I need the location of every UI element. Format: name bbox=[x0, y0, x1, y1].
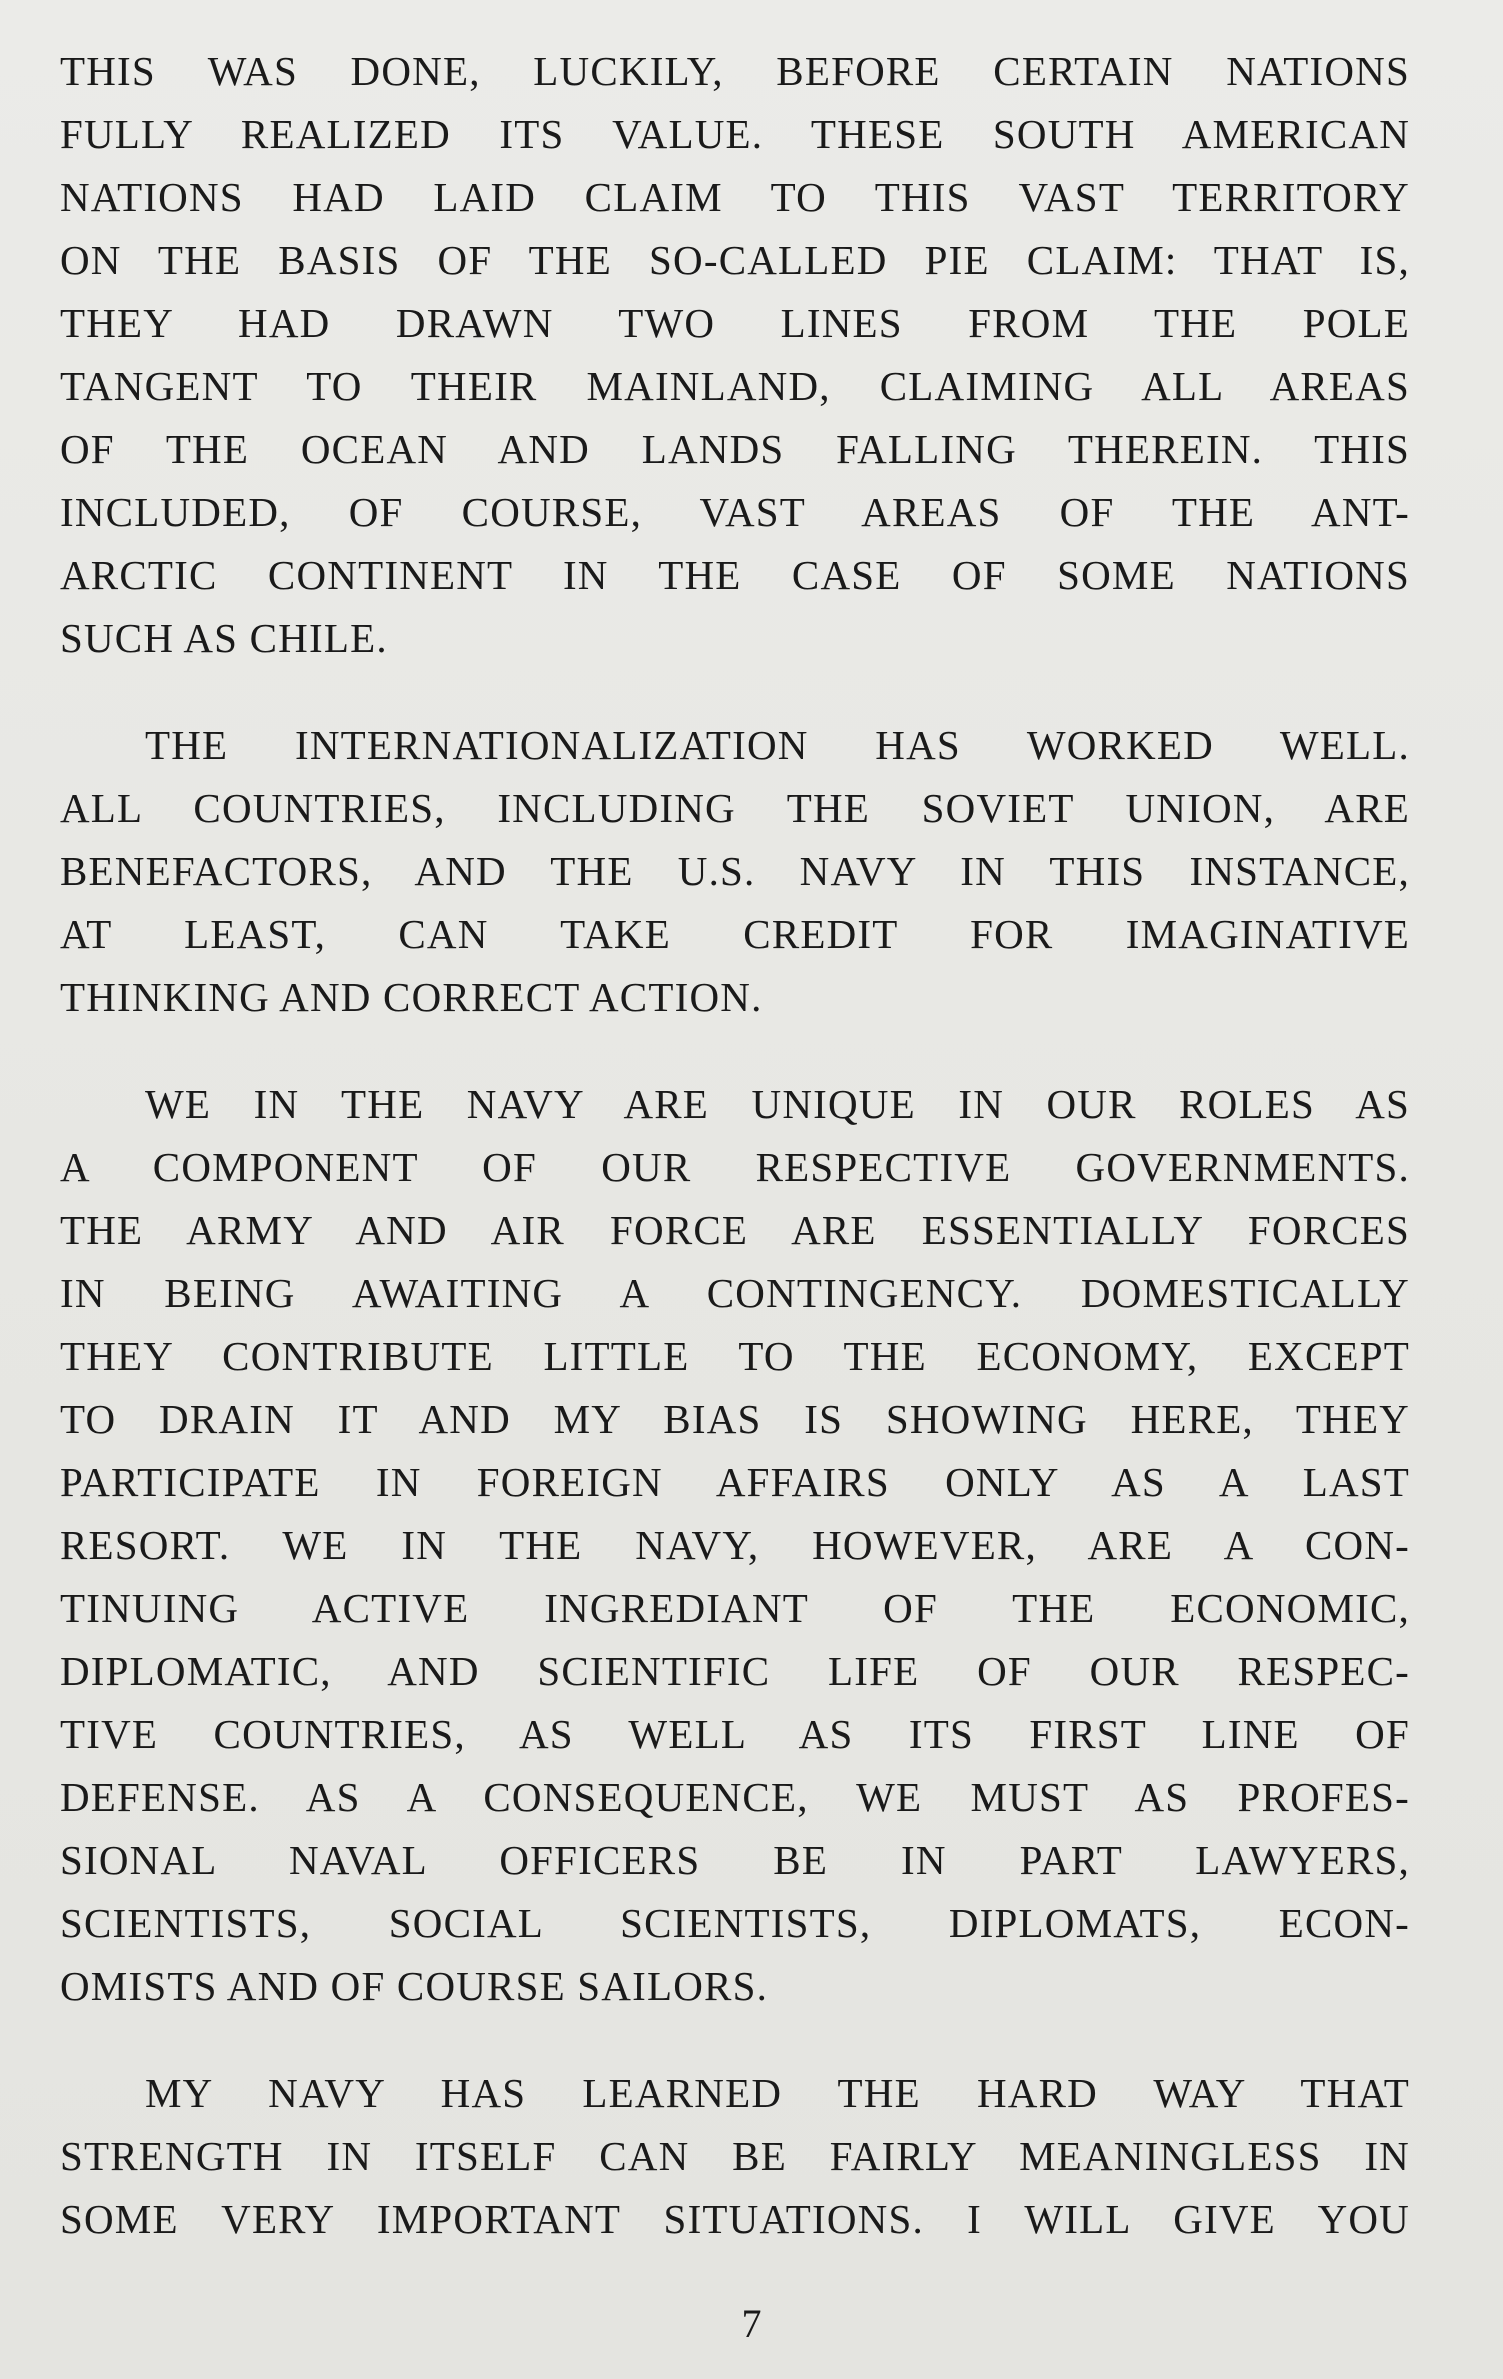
text-line: THE INTERNATIONALIZATION HAS WORKED WELL. bbox=[145, 722, 1410, 768]
text-line: TINUING ACTIVE INGREDIANT OF THE ECONOMIC, bbox=[60, 1585, 1410, 1631]
text-line: PARTICIPATE IN FOREIGN AFFAIRS ONLY AS A LAST bbox=[60, 1459, 1410, 1505]
text-line: SUCH AS CHILE. bbox=[60, 615, 388, 661]
text-line: DEFENSE. AS A CONSEQUENCE, WE MUST AS PROFES- bbox=[60, 1774, 1410, 1820]
page-number: 7 bbox=[741, 2301, 762, 2346]
text-line: WE IN THE NAVY ARE UNIQUE IN OUR ROLES AS bbox=[145, 1081, 1410, 1127]
text-line: THEY HAD DRAWN TWO LINES FROM THE POLE bbox=[60, 300, 1410, 346]
text-line: A COMPONENT OF OUR RESPECTIVE GOVERNMENTS. bbox=[60, 1144, 1410, 1190]
text-line: OMISTS AND OF COURSE SAILORS. bbox=[60, 1963, 769, 2009]
paragraph-3 bbox=[60, 1073, 1410, 2018]
text-line: NATIONS HAD LAID CLAIM TO THIS VAST TERRITORY bbox=[60, 174, 1410, 220]
text-line: IN BEING AWAITING A CONTINGENCY. DOMESTICALLY bbox=[60, 1270, 1410, 1316]
text-line: DIPLOMATIC, AND SCIENTIFIC LIFE OF OUR RESPEC- bbox=[60, 1648, 1410, 1694]
body-text bbox=[60, 40, 1410, 2251]
text-line: TANGENT TO THEIR MAINLAND, CLAIMING ALL AREAS bbox=[60, 363, 1410, 409]
text-line: THEY CONTRIBUTE LITTLE TO THE ECONOMY, EXCEPT bbox=[60, 1333, 1410, 1379]
text-line: RESORT. WE IN THE NAVY, HOWEVER, ARE A CON- bbox=[60, 1522, 1410, 1568]
text-line: SCIENTISTS, SOCIAL SCIENTISTS, DIPLOMATS, ECON- bbox=[60, 1900, 1410, 1946]
text-line: BENEFACTORS, AND THE U.S. NAVY IN THIS INSTANCE, bbox=[60, 848, 1410, 894]
text-line: ARCTIC CONTINENT IN THE CASE OF SOME NATIONS bbox=[60, 552, 1410, 598]
paragraph-2 bbox=[60, 714, 1410, 1029]
paragraph-1 bbox=[60, 40, 1410, 670]
text-line: INCLUDED, OF COURSE, VAST AREAS OF THE ANT- bbox=[60, 489, 1410, 535]
text-line: THIS WAS DONE, LUCKILY, BEFORE CERTAIN NATIONS bbox=[60, 48, 1410, 94]
text-line: ALL COUNTRIES, INCLUDING THE SOVIET UNION, ARE bbox=[60, 785, 1410, 831]
text-line: THINKING AND CORRECT ACTION. bbox=[60, 974, 763, 1020]
text-line: TO DRAIN IT AND MY BIAS IS SHOWING HERE, THEY bbox=[60, 1396, 1410, 1442]
text-line: SIONAL NAVAL OFFICERS BE IN PART LAWYERS, bbox=[60, 1837, 1410, 1883]
text-line: AT LEAST, CAN TAKE CREDIT FOR IMAGINATIVE bbox=[60, 911, 1410, 957]
text-line: OF THE OCEAN AND LANDS FALLING THEREIN. THIS bbox=[60, 426, 1410, 472]
text-line: MY NAVY HAS LEARNED THE HARD WAY THAT bbox=[145, 2070, 1410, 2116]
text-line: THE ARMY AND AIR FORCE ARE ESSENTIALLY FORCES bbox=[60, 1207, 1410, 1253]
text-line: ON THE BASIS OF THE SO-CALLED PIE CLAIM: THAT IS, bbox=[60, 237, 1410, 283]
text-line: FULLY REALIZED ITS VALUE. THESE SOUTH AMERICAN bbox=[60, 111, 1410, 157]
text-line: TIVE COUNTRIES, AS WELL AS ITS FIRST LINE OF bbox=[60, 1711, 1410, 1757]
paragraph-4 bbox=[60, 2062, 1410, 2251]
text-line: STRENGTH IN ITSELF CAN BE FAIRLY MEANINGLESS IN bbox=[60, 2133, 1410, 2179]
text-line: SOME VERY IMPORTANT SITUATIONS. I WILL GIVE YOU bbox=[60, 2196, 1410, 2242]
